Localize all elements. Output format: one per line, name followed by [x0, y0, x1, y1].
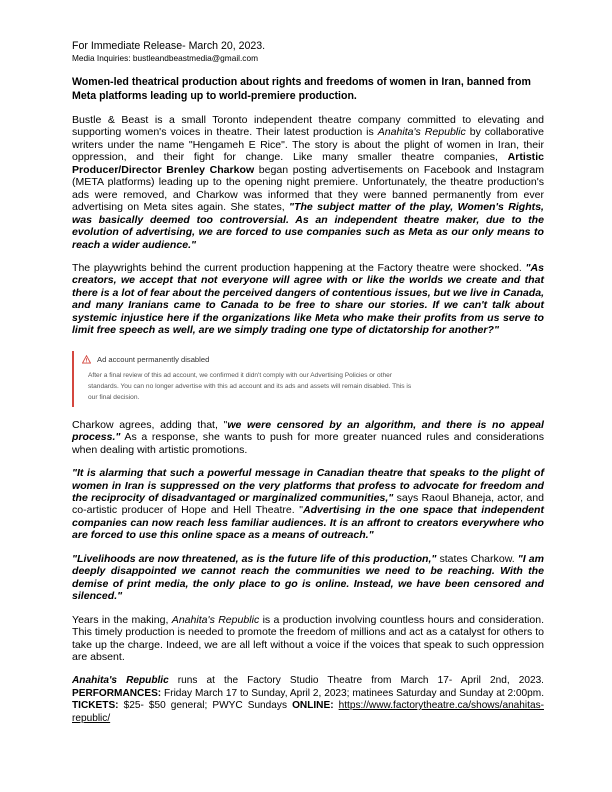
text: says Raoul Bhaneja, actor, and co-artistic producer of Hope and Hell Theatre. ": [72, 491, 544, 517]
text: is a production involving countless hours and consideration. This timely production is needed to promote the freedom of millions and act as a catalyst for others to take up the charge. Indeed, we are all left without a voice if the voices that speak to such oppression are absent.: [72, 613, 544, 663]
paragraph-charkow-agrees: [72, 419, 544, 456]
quote: "The subject matter of the play, Women's Rights, was basically deemed too controversial. As an independent theatre maker, due to the evolution of advertising, we are forced to use companies such as Meta as our only means to reach a wider audience.": [72, 201, 544, 251]
tickets-text: $25- $50 general; PWYC Sundays: [118, 700, 293, 712]
run-dates: runs at the Factory Studio Theatre from March 17- April 2nd, 2023.: [168, 675, 544, 687]
event-details: [72, 675, 544, 725]
paragraph-playwrights: [72, 262, 544, 337]
text: Charkow agrees, adding that, ": [72, 418, 228, 431]
text: began posting advertisements on Facebook and Instagram (META platforms) leading up to the opening night premiere. Unfortunately, the theatre production's ads were removed, and Charkow was informed that they were banned permanently from ever advertising on Meta sites again. She states,: [72, 163, 544, 214]
text: The playwrights behind the current production happening at the Factory theatre were shocked.: [72, 261, 526, 274]
release-date-line: For Immediate Release- March 20, 2023.: [72, 40, 266, 52]
media-inquiries-line: Media Inquiries: bustleandbeastmedia@gmail.com: [72, 53, 258, 63]
quote: "I am deeply disappointed we cannot reach the communities we need to be reaching. With the demise of print media, the only place to go is online. Instead, we have been censored and silenced.": [72, 552, 545, 603]
quote: we were censored by an algorithm, and there is no appeal process.": [72, 418, 544, 444]
quote: "As creators, we accept that not everyone will agree with or like the worlds we create and that there is a lot of fear about the perceived dangers of contentious issues, but we live in Canada, and many Iranians came to Canada to be free to share our stories. If we can't talk about systemic injustice here if the organizations like Meta who make their profits from us serve to limit free speech as well, are we simply trading one type of dictatorship for another?": [72, 261, 544, 337]
quote: "It is alarming that such a powerful message in Canadian theatre that speaks to the plight of women in Iran is suppressed on the very platforms that profess to advocate for freedom and the reciprocity of disadvantaged or marginalized communities,": [72, 467, 544, 504]
headline: Women-led theatrical production about rights and freedoms of women in Iran, banned from Meta platforms leading up to world-premiere production.: [72, 76, 531, 102]
tickets-link[interactable]: https://www.factorytheatre.ca/shows/anahitas-republic/: [72, 700, 544, 724]
quote: Advertising in the one space that independent companies can now reach less familiar audiences. It is an affront to creators everywhere who are forced to use this online space as a means of outreach.": [72, 504, 544, 542]
tickets-label: TICKETS:: [72, 700, 119, 712]
notice-title: Ad account permanently disabled: [97, 354, 210, 364]
producer-name: Artistic Producer/Director Brenley Charkow: [72, 151, 544, 176]
notice-header: [82, 355, 412, 364]
text: states Charkow.: [436, 552, 518, 565]
play-title: Anahita's Republic: [72, 675, 169, 687]
play-title: Anahita's Republic: [171, 613, 260, 626]
paragraph-bhaneja: [72, 467, 544, 542]
quote: "Livelihoods are now threatened, as is the future life of this production,": [72, 552, 437, 565]
text: As a response, she wants to push for more greater nuanced rules and considerations when dealing with artistic promotions.: [72, 431, 544, 456]
performances-text: Friday March 17 to Sunday, April 2, 2023; matinees Saturday and Sunday at 2:00pm.: [161, 687, 544, 699]
online-label: ONLINE:: [292, 700, 334, 712]
paragraph-intro: [72, 114, 544, 251]
warning-icon: [82, 355, 91, 364]
ad-disabled-notice: [72, 351, 412, 407]
paragraph-conclusion: [72, 614, 544, 664]
press-release: [72, 40, 544, 725]
text: Years in the making,: [72, 613, 172, 626]
notice-body: After a final review of this ad account, we confirmed it didn't comply with our Advertising Policies or other standards. You can no longer advertise with this ad account and its ads and assets will remain disabled. This is our final decision.: [88, 371, 412, 401]
play-title: Anahita's Republic: [377, 126, 466, 139]
text: by collaborative writers under the name "Hengameh E Rice". The story is about the plight of women in Iran, their oppression, and their fight for change. Like many smaller theatre companies,: [72, 126, 544, 164]
paragraph-livelihoods: [72, 553, 544, 603]
text: Bustle & Beast is a small Toronto independent theatre company committed to elevating and supporting women's voices in theatre. Their latest production is: [72, 114, 544, 139]
performances-label: PERFORMANCES:: [72, 687, 162, 699]
